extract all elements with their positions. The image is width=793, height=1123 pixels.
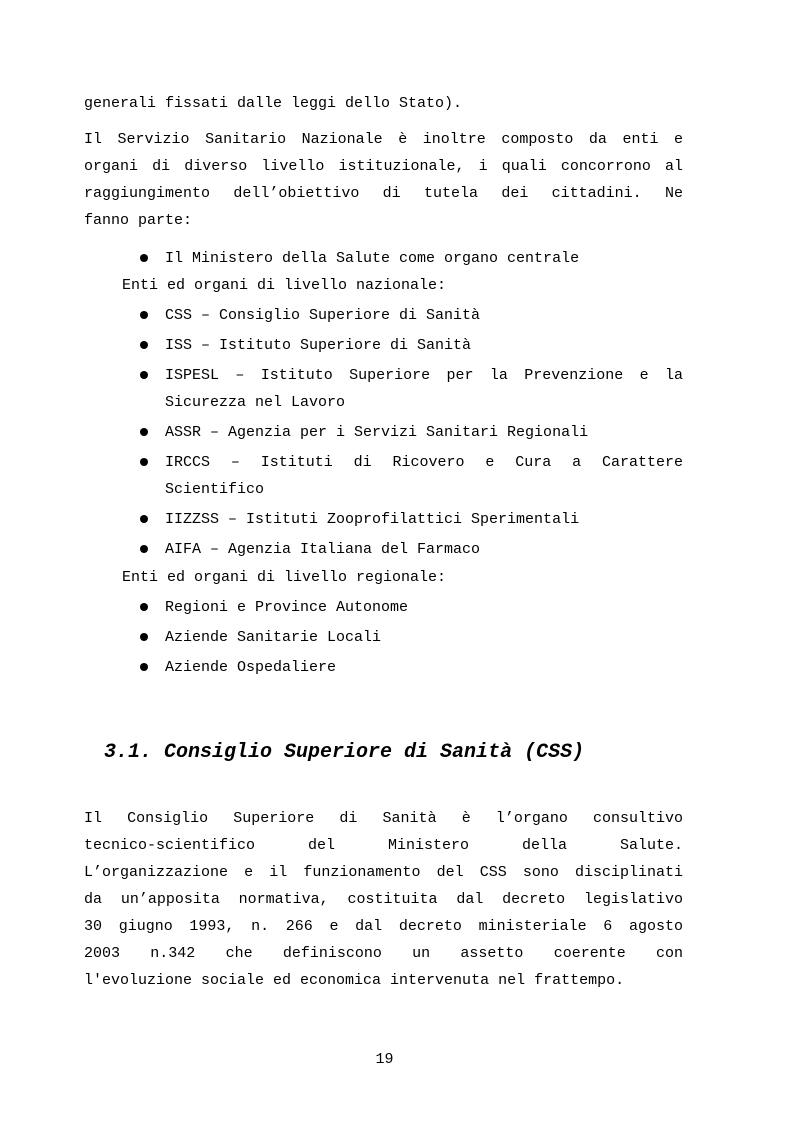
list-item: AIFA – Agenzia Italiana del Farmaco [165, 541, 481, 558]
text-line: 30 giugno 1993, n. 266 e dal decreto ministeriale 6 agosto [84, 918, 683, 935]
text-line: generali fissati dalle leggi dello Stato). [84, 95, 463, 112]
regional-heading: Enti ed organi di livello regionale: [122, 569, 447, 586]
list-item: CSS – Consiglio Superiore di Sanità [165, 307, 481, 324]
list-item: Aziende Sanitarie Locali [165, 629, 382, 646]
list-item [165, 449, 683, 503]
list-item: Il Ministero della Salute come organo centrale [165, 250, 580, 267]
text-line: l'evoluzione sociale ed economica intervenuta nel frattempo. [84, 972, 625, 989]
intro-continuation [84, 90, 683, 117]
bullet-icon [140, 428, 148, 436]
bullet-icon [140, 603, 148, 611]
section-paragraph [84, 805, 683, 994]
list-item: ASSR – Agenzia per i Servizi Sanitari Regionali [165, 424, 589, 441]
text-line: da un’apposita normativa, costituita dal decreto legislativo [84, 891, 683, 908]
bullet-icon [140, 663, 148, 671]
bullet-icon [140, 371, 148, 379]
bullet-icon [140, 341, 148, 349]
text-line: Il Consiglio Superiore di Sanità è l’organo consultivo [84, 810, 683, 827]
bullet-icon [140, 633, 148, 641]
text-line: Il Servizio Sanitario Nazionale è inoltre composto da enti e [84, 131, 683, 148]
intro-paragraph [84, 126, 683, 234]
bullet-icon [140, 545, 148, 553]
list-item: Regioni e Province Autonome [165, 599, 409, 616]
list-item: ISS – Istituto Superiore di Sanità [165, 337, 472, 354]
list-item: Aziende Ospedaliere [165, 659, 337, 676]
bullet-icon [140, 311, 148, 319]
section-heading: 3.1. Consiglio Superiore di Sanità (CSS) [104, 741, 585, 764]
bullet-icon [140, 254, 148, 262]
text-line: organi di diverso livello istituzionale, i quali concorrono al [84, 158, 683, 175]
list-item: IIZZSS – Istituti Zooprofilattici Sperimentali [165, 511, 580, 528]
text-line: Scientifico [165, 481, 265, 498]
bullet-icon [140, 515, 148, 523]
bullet-icon [140, 458, 148, 466]
national-heading: Enti ed organi di livello nazionale: [122, 277, 447, 294]
text-line: raggiungimento dell’obiettivo di tutela dei cittadini. Ne [84, 185, 683, 202]
page-number: 19 [375, 1051, 394, 1068]
text-line: L’organizzazione e il funzionamento del CSS sono disciplinati [84, 864, 683, 881]
list-item [165, 362, 683, 416]
text-line: IRCCS – Istituti di Ricovero e Cura a Carattere [165, 454, 683, 471]
text-line: Sicurezza nel Lavoro [165, 394, 346, 411]
text-line: 2003 n.342 che definiscono un assetto coerente con [84, 945, 683, 962]
text-line: fanno parte: [84, 212, 193, 229]
text-line: tecnico-scientifico del Ministero della Salute. [84, 837, 683, 854]
text-line: ISPESL – Istituto Superiore per la Prevenzione e la [165, 367, 683, 384]
